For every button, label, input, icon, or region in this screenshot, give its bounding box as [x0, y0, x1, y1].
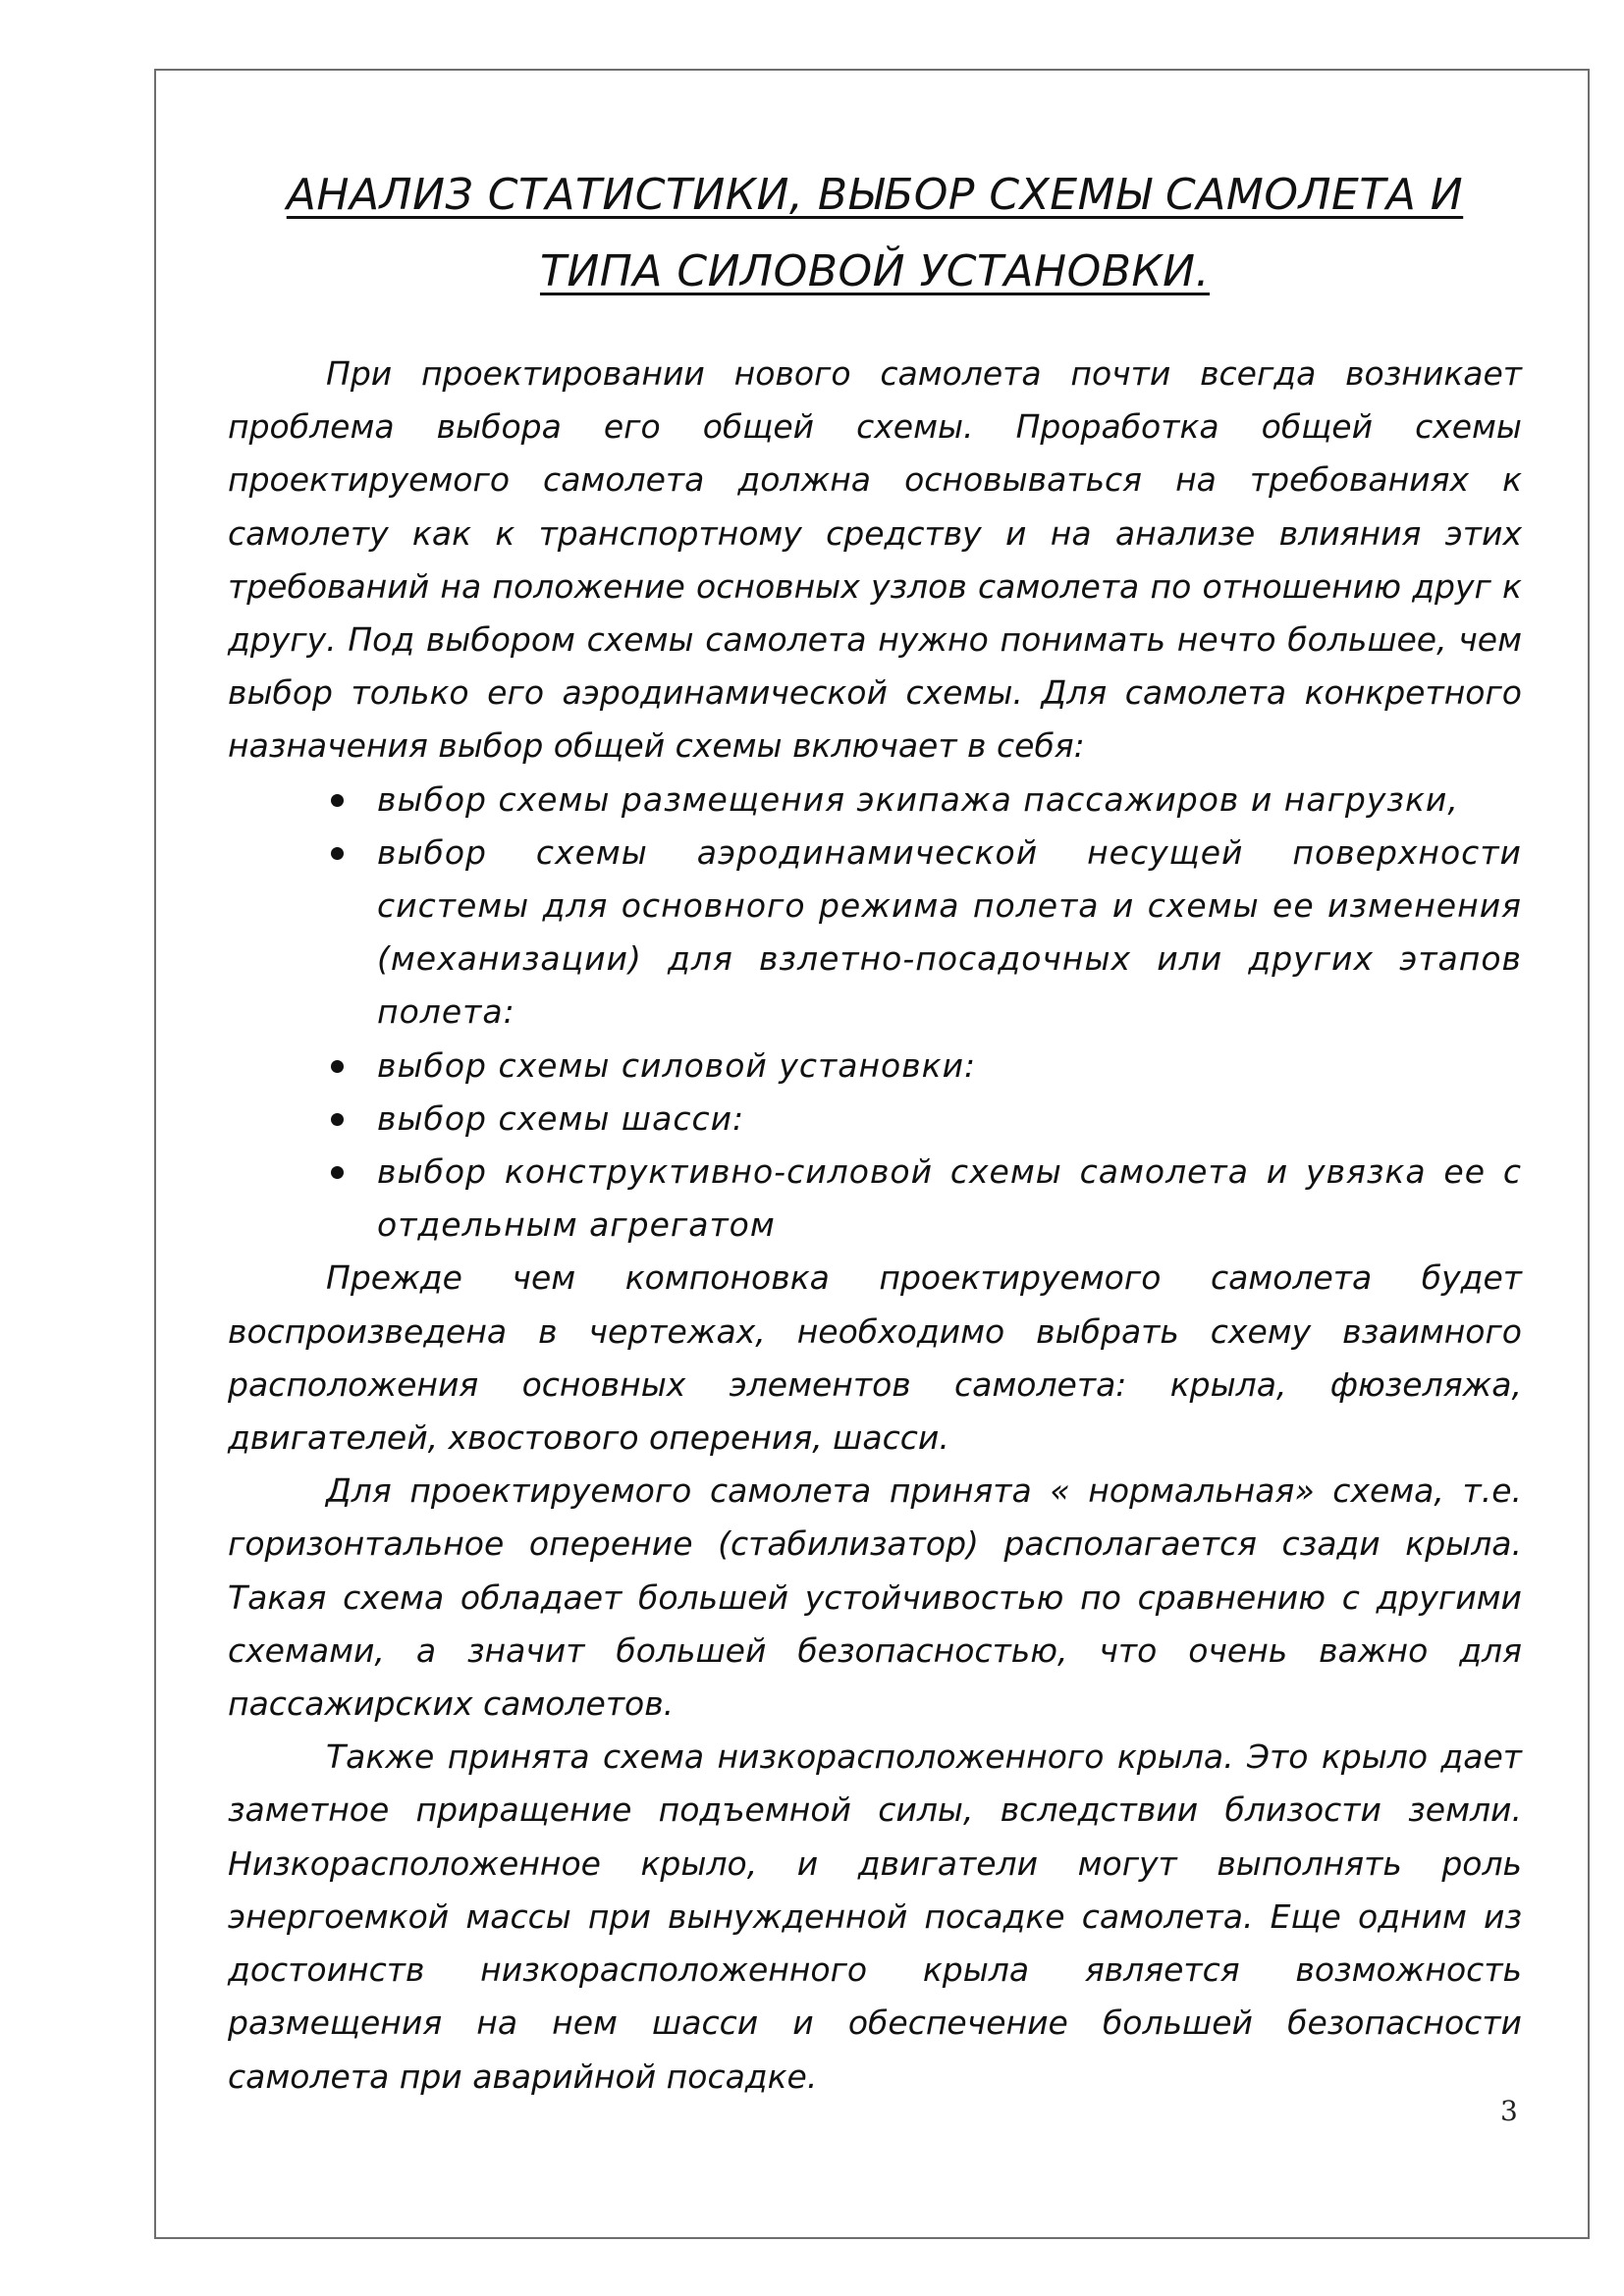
document-body: [228, 157, 1522, 2104]
paragraph-low-wing: Также принята схема низкорасположенного крыла. Это крыло дает заметное приращение подъемной силы, вследствии близости земли. Низкорасположенное крыло, и двигатели могут выполнять роль энергоемкой массы при вынужденной посадке самолета. Еще одним из достоинств низкорасположенного крыла является возможность размещения на нем шасси и обеспечение большей безопасности самолета при аварийной посадке.: [228, 1737, 1522, 2096]
bullet-icon: [331, 794, 344, 807]
page-title: АНАЛИЗ СТАТИСТИКИ, ВЫБОР СХЕМЫ САМОЛЕТА И ТИПА СИЛОВОЙ УСТАНОВКИ.: [286, 170, 1464, 296]
list-item: выбор схемы силовой установки:: [377, 1040, 1522, 1093]
paragraph-normal-scheme: Для проектируемого самолета принята « нормальная» схема, т.е. горизонтальное оперение (стабилизатор) располагается сзади крыла. Такая схема обладает большей устойчивостью по сравнению с другими схемами, а значит большей безопасностью, что очень важно для пассажирских самолетов.: [228, 1471, 1522, 1724]
paragraph-layout: Прежде чем компоновка проектируемого самолета будет воспроизведена в чертежах, необходимо выбрать схему взаимного расположения основных элементов самолета: крыла, фюзеляжа, двигателей, хвостового оперения, шасси.: [228, 1258, 1522, 1458]
list-item: выбор схемы размещения экипажа пассажиров и нагрузки,: [377, 774, 1522, 827]
list-item: выбор схемы аэродинамической несущей поверхности системы для основного режима полета и схемы ее изменения (механизации) для взлетно-посадочных или других этапов полета:: [377, 827, 1522, 1040]
list-item: выбор схемы шасси:: [377, 1093, 1522, 1146]
page-number: 3: [1500, 2095, 1518, 2127]
list-item: выбор конструктивно-силовой схемы самолета и увязка ее с отдельным агрегатом: [377, 1146, 1522, 1252]
bullet-icon: [331, 1113, 344, 1126]
paragraph-intro: При проектировании нового самолета почти всегда возникает проблема выбора его общей схемы. Проработка общей схемы проектируемого самолета должна основываться на требованиях к самолету как к транспортному средству и на анализе влияния этих требований на положение основных узлов самолета по отношению друг к другу. Под выбором схемы самолета нужно понимать нечто большее, чем выбор только его аэродинамической схемы. Для самолета конкретного назначения выбор общей схемы включает в себя:: [228, 354, 1522, 766]
bullet-icon: [331, 1060, 344, 1073]
bullet-icon: [331, 847, 344, 860]
bullet-list: [228, 774, 1522, 1253]
bullet-icon: [331, 1166, 344, 1179]
